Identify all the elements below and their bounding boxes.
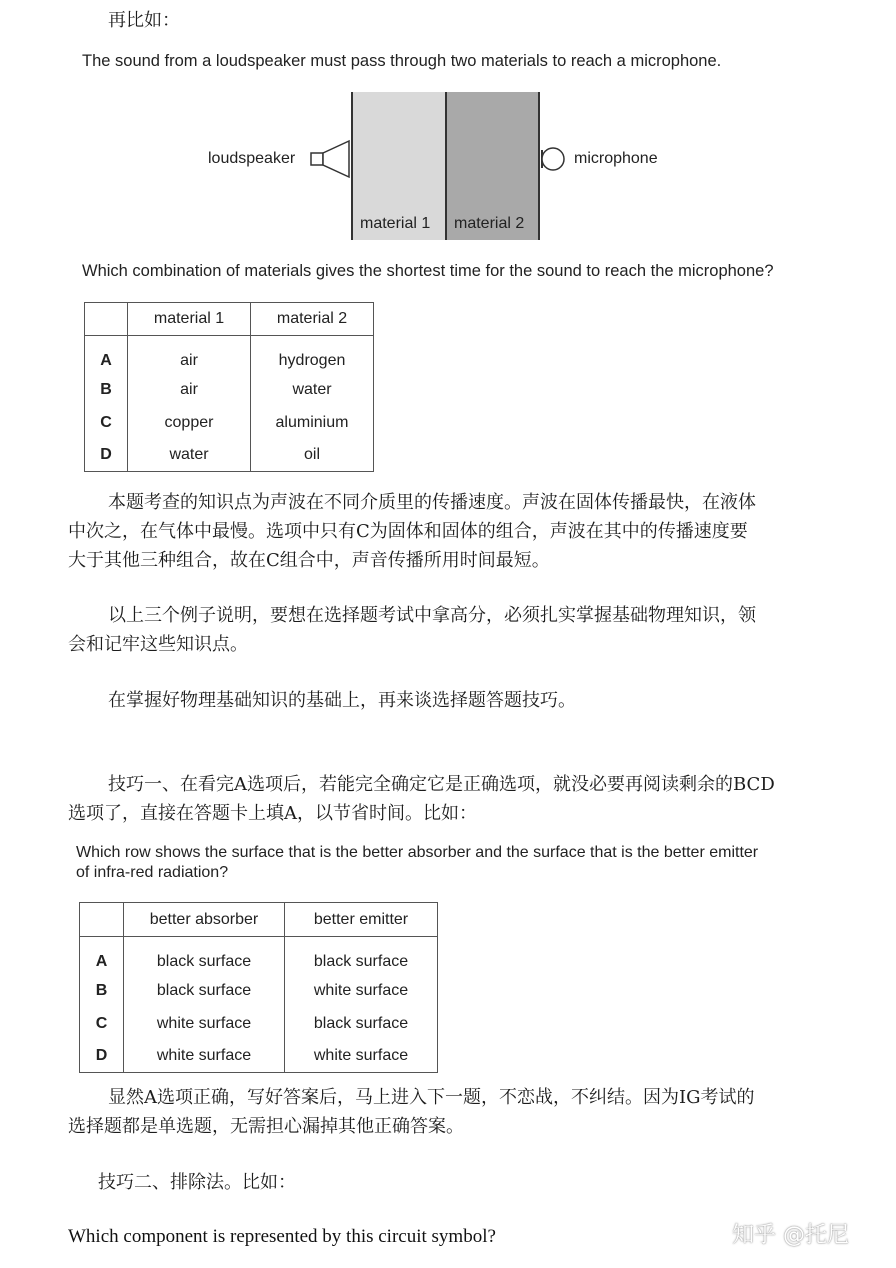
option-letter: B (85, 374, 128, 407)
table-row (85, 336, 374, 374)
tip-two-heading: 技巧二、排除法。比如： (98, 1172, 296, 1193)
microphone-label: microphone (574, 150, 658, 167)
table-cell: water (128, 440, 251, 472)
text-line: of infra-red radiation? (76, 864, 229, 881)
table-cell: air (128, 336, 251, 374)
table-cell: water (251, 374, 374, 407)
table-row (85, 440, 374, 472)
text-line: 中次之，在气体中最慢。选项中只有C为固体和固体的组合，声波在其中的传播速度要 (68, 521, 748, 542)
text-line: 会和记牢这些知识点。 (68, 634, 248, 655)
text-line: 选择题都是单选题，无需担心漏掉其他正确答案。 (68, 1116, 464, 1137)
text-line: 以上三个例子说明，要想在选择题考试中拿高分，必须扎实掌握基础物理知识，领 (108, 605, 756, 626)
table-cell: white surface (285, 1041, 438, 1073)
table-cell: black surface (124, 937, 285, 975)
table-cell: black surface (124, 975, 285, 1008)
material-2-label: material 2 (454, 215, 525, 232)
table-header-blank (80, 903, 124, 937)
table-cell: aluminium (251, 407, 374, 440)
loudspeaker-label: loudspeaker (208, 150, 296, 167)
tip-one-paragraph (68, 770, 838, 828)
option-letter: C (80, 1008, 124, 1041)
text-line: 本题考查的知识点为声波在不同介质里的传播速度。声波在固体传播最快，在液体 (108, 492, 756, 513)
intro-line: 再比如： (108, 10, 180, 31)
microphone-icon (542, 148, 564, 170)
text-line: 选项了，直接在答题卡上填A，以节省时间。比如： (68, 803, 477, 824)
table-row (80, 937, 438, 975)
table-header: better emitter (285, 903, 438, 937)
text-line: 大于其他三种组合，故在C组合中，声音传播所用时间最短。 (68, 550, 550, 571)
material-1-label: material 1 (360, 215, 431, 232)
text-line: 技巧一、在看完A选项后，若能完全确定它是正确选项，就没必要再阅读剩余的BCD (108, 774, 775, 795)
table-cell: air (128, 374, 251, 407)
table-cell: hydrogen (251, 336, 374, 374)
option-letter: D (80, 1041, 124, 1073)
text-line: Which row shows the surface that is the better absorber and the surface that is the better emitter (76, 844, 759, 861)
table-row (80, 1008, 438, 1041)
question2-options-table (79, 902, 438, 1073)
table-row (85, 374, 374, 407)
option-letter: A (80, 937, 124, 975)
table-cell: black surface (285, 1008, 438, 1041)
question2-stem (76, 843, 758, 883)
text-line: 显然A选项正确，写好答案后，马上进入下一题，不恋战，不纠结。因为IG考试的 (108, 1087, 755, 1108)
table-row (80, 1041, 438, 1073)
option-letter: B (80, 975, 124, 1008)
question3-prompt: Which component is represented by this circuit symbol? (68, 1226, 496, 1247)
table-header-blank (85, 303, 128, 336)
option-letter: C (85, 407, 128, 440)
option-letter: D (85, 440, 128, 472)
summary-paragraph (68, 601, 838, 659)
watermark: 知乎 @托尼 (732, 1223, 849, 1248)
table-header: material 2 (251, 303, 374, 336)
table-cell: copper (128, 407, 251, 440)
question1-stem: The sound from a loudspeaker must pass through two materials to reach a microphone. (82, 52, 722, 70)
table-row (80, 975, 438, 1008)
transition-paragraph: 在掌握好物理基础知识的基础上，再来谈选择题答题技巧。 (108, 690, 576, 711)
explanation-paragraph (68, 488, 838, 575)
table-header: material 1 (128, 303, 251, 336)
question1-options-table (84, 302, 374, 472)
table-cell: white surface (124, 1008, 285, 1041)
loudspeaker-icon (311, 141, 349, 177)
table-cell: black surface (285, 937, 438, 975)
table-cell: oil (251, 440, 374, 472)
table-row (85, 407, 374, 440)
table-cell: white surface (285, 975, 438, 1008)
table-header: better absorber (124, 903, 285, 937)
option-letter: A (85, 336, 128, 374)
answer-explanation-paragraph (68, 1083, 838, 1141)
question1-prompt: Which combination of materials gives the shortest time for the sound to reach the microphone? (82, 262, 774, 280)
table-cell: white surface (124, 1041, 285, 1073)
